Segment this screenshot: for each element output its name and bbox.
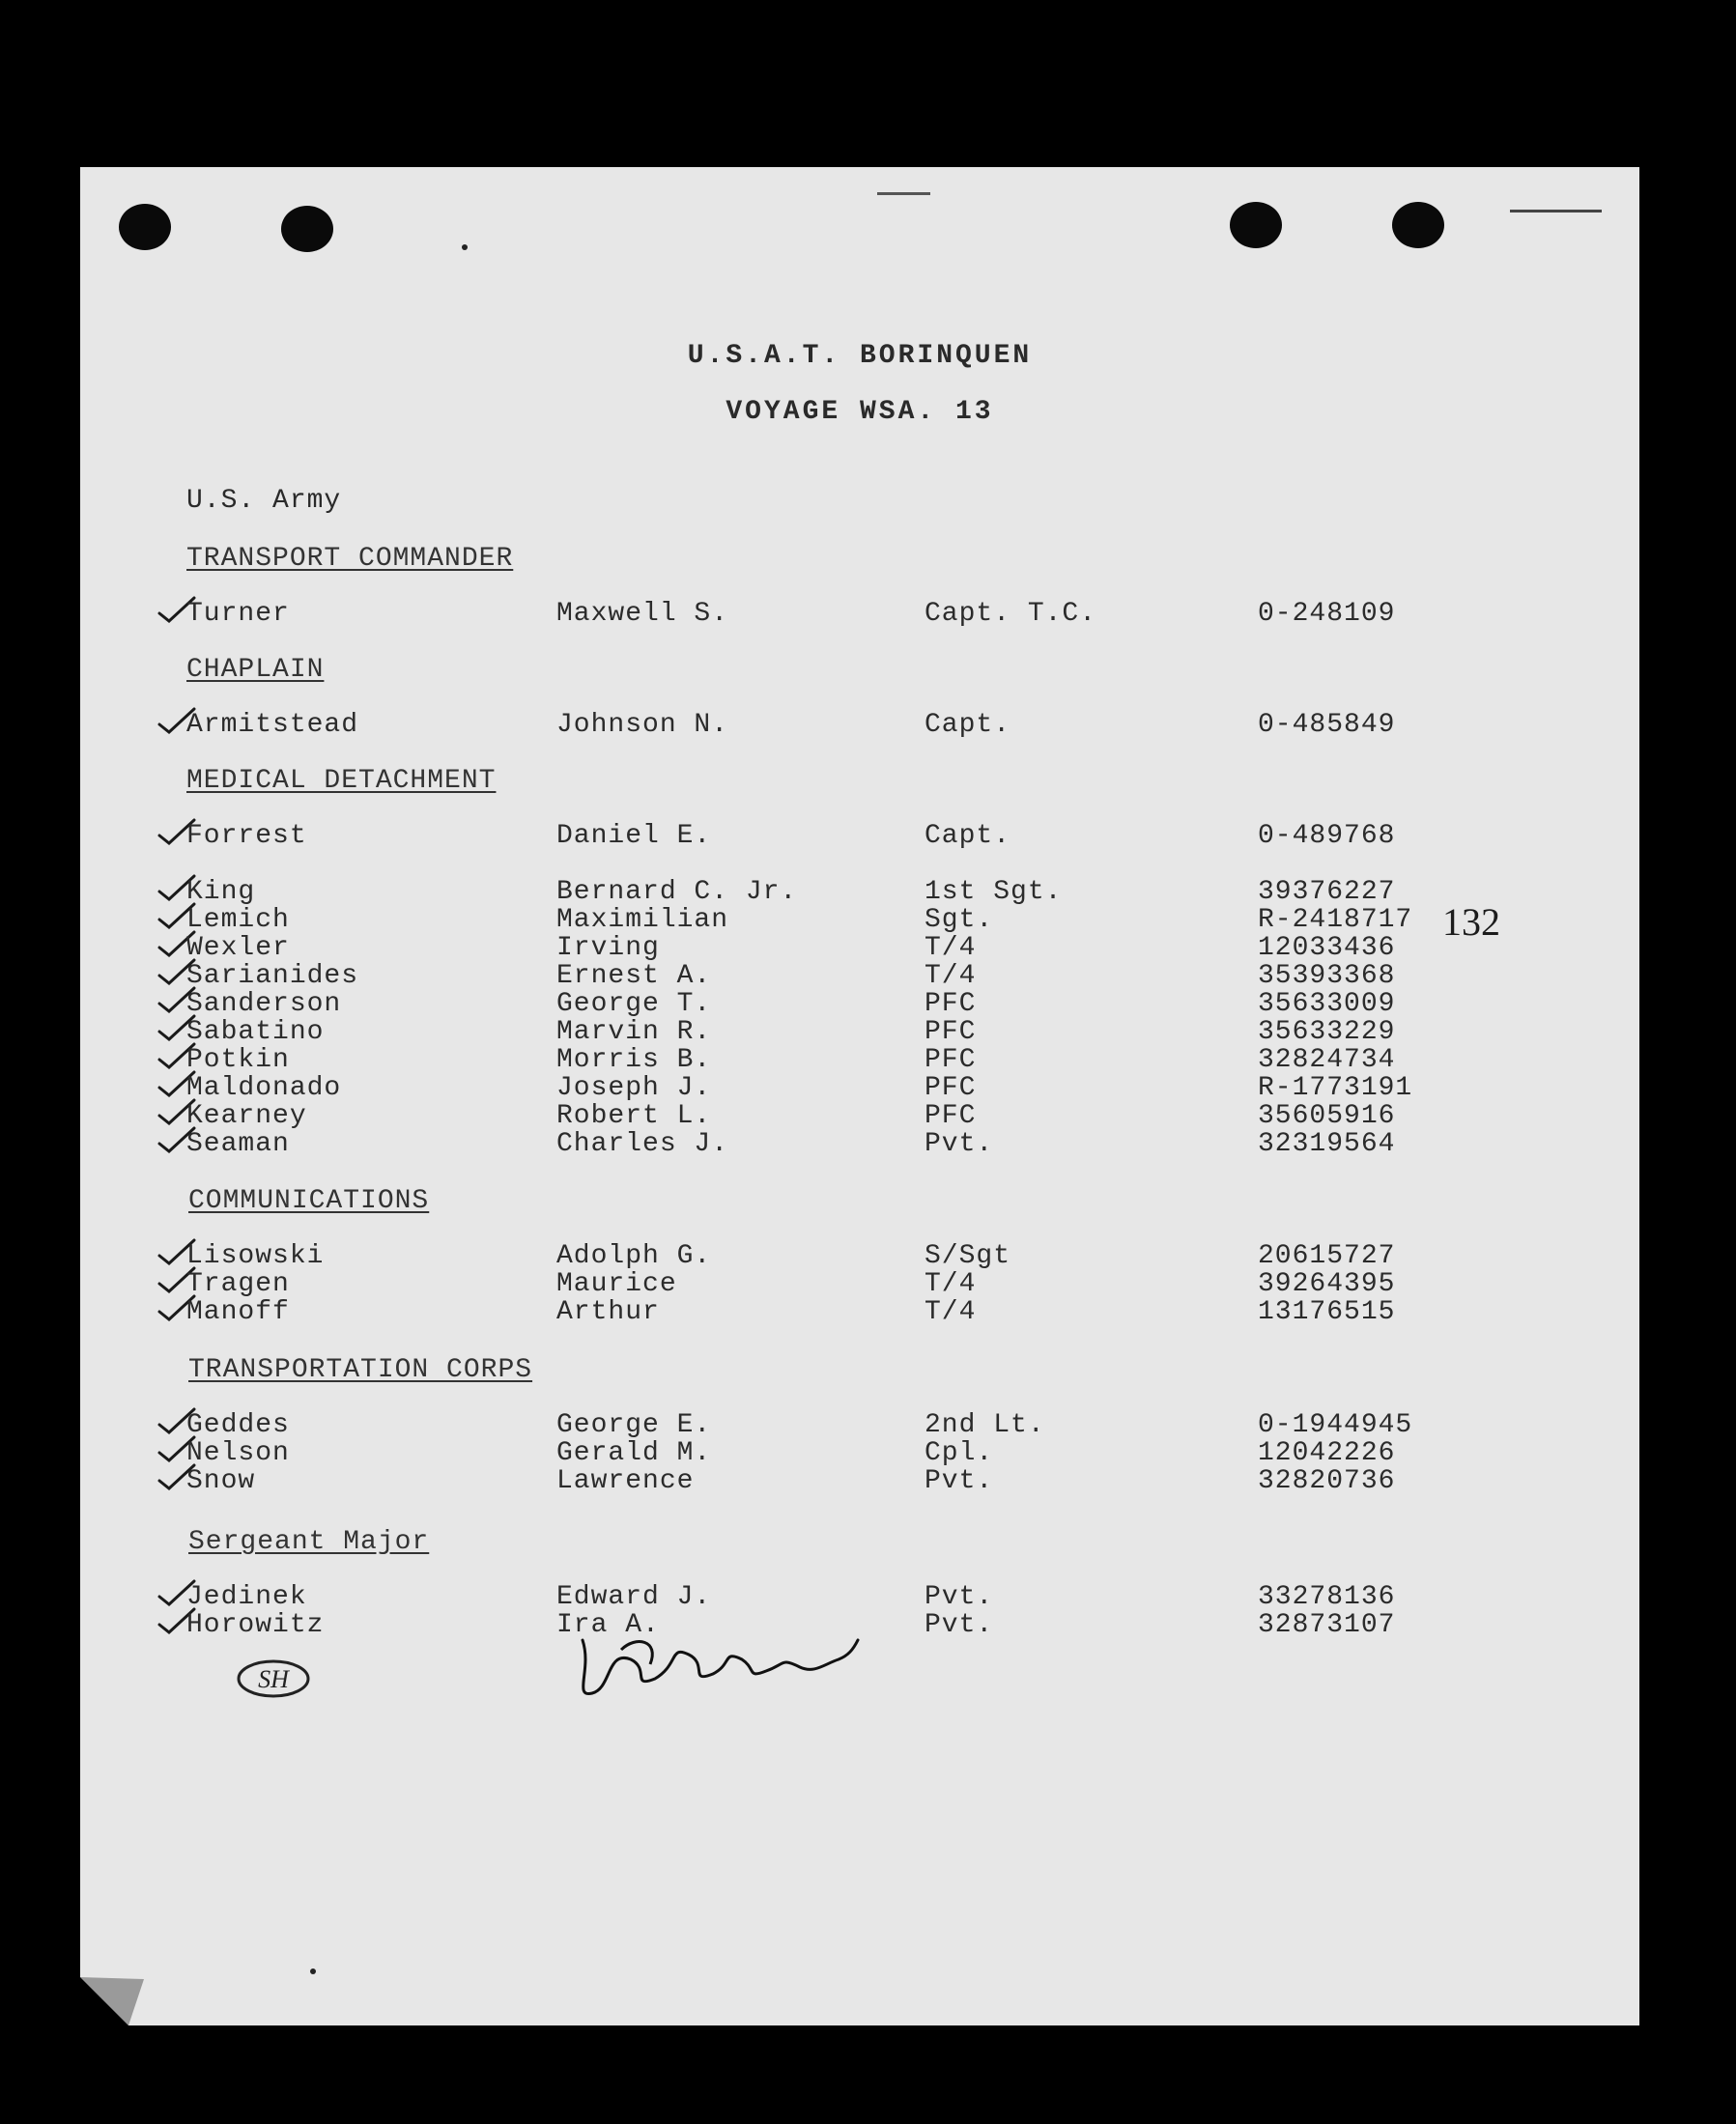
roster-row [80,1611,1639,1640]
first-name: Adolph G. [556,1241,712,1271]
initials-signature [230,1655,317,1703]
roster-row [80,1018,1639,1047]
rank: Sgt. [925,905,994,935]
punch-hole [281,206,333,252]
rank: PFC [925,1073,977,1103]
roster-row [80,1439,1639,1468]
rank: Capt. [925,710,1011,740]
roster-row [80,822,1639,851]
serial-number: 0-1944945 [1258,1410,1413,1440]
last-name: Jedinek [186,1582,307,1612]
first-name: Lawrence [556,1466,695,1496]
pencil-mark [1510,210,1602,212]
first-name: Charles J. [556,1129,729,1159]
roster-row [80,990,1639,1019]
first-name: Gerald M. [556,1438,712,1468]
serial-number: R-1773191 [1258,1073,1413,1103]
last-name: Wexler [186,933,290,963]
last-name: Lisowski [186,1241,325,1271]
serial-number: 20615727 [1258,1241,1396,1271]
serial-number: 35633229 [1258,1017,1396,1047]
rank: Capt. T.C. [925,599,1097,629]
first-name: Maximilian [556,905,729,935]
first-name: Marvin R. [556,1017,712,1047]
first-name: Irving [556,933,660,963]
rank: Capt. [925,821,1011,851]
roster-row [80,1583,1639,1612]
last-name: King [186,877,256,907]
pencil-mark [877,192,930,195]
last-name: Snow [186,1466,256,1496]
roster-row [80,1242,1639,1271]
punch-hole [1392,202,1444,248]
roster-row [80,711,1639,740]
first-name: Arthur [556,1297,660,1327]
rank: 2nd Lt. [925,1410,1045,1440]
organization-label: U.S. Army [186,486,342,516]
last-name: Sabatino [186,1017,325,1047]
roster-row [80,1102,1639,1131]
first-name: Joseph J. [556,1073,712,1103]
serial-number: 32873107 [1258,1610,1396,1640]
section-heading: MEDICAL DETACHMENT [186,766,497,796]
section-heading: TRANSPORT COMMANDER [186,544,514,574]
serial-number: 35393368 [1258,961,1396,991]
last-name: Horowitz [186,1610,325,1640]
first-name: Edward J. [556,1582,712,1612]
section-heading: COMMUNICATIONS [188,1186,430,1216]
roster-row [80,906,1639,935]
rank: Pvt. [925,1466,994,1496]
last-name: Geddes [186,1410,290,1440]
rank: PFC [925,1045,977,1075]
rank: Pvt. [925,1582,994,1612]
last-name: Sarianides [186,961,359,991]
rank: T/4 [925,961,977,991]
last-name: Sanderson [186,989,342,1019]
first-name: Ernest A. [556,961,712,991]
last-name: Nelson [186,1438,290,1468]
last-name: Seaman [186,1129,290,1159]
roster-row [80,1467,1639,1496]
serial-number: 0-485849 [1258,710,1396,740]
rank: T/4 [925,1269,977,1299]
last-name: Kearney [186,1101,307,1131]
rank: Pvt. [925,1129,994,1159]
rank: S/Sgt [925,1241,1011,1271]
last-name: Potkin [186,1045,290,1075]
last-name: Forrest [186,821,307,851]
last-name: Lemich [186,905,290,935]
rank: PFC [925,1101,977,1131]
speck-mark [462,244,468,250]
first-name: Johnson N. [556,710,729,740]
document-sheet [80,167,1639,2025]
roster-row [80,1270,1639,1299]
speck-mark [310,1968,316,1974]
serial-number: R-2418717 [1258,905,1413,935]
first-name: Morris B. [556,1045,712,1075]
serial-number: 13176515 [1258,1297,1396,1327]
serial-number: 32820736 [1258,1466,1396,1496]
first-name: Ira A. [556,1610,660,1640]
serial-number: 12033436 [1258,933,1396,963]
serial-number: 33278136 [1258,1582,1396,1612]
rank: Cpl. [925,1438,994,1468]
rank: PFC [925,989,977,1019]
serial-number: 0-489768 [1258,821,1396,851]
punch-hole [1230,202,1282,248]
last-name: Turner [186,599,290,629]
serial-number: 32319564 [1258,1129,1396,1159]
serial-number: 35633009 [1258,989,1396,1019]
svg-text:SH: SH [258,1665,289,1693]
rank: 1st Sgt. [925,877,1063,907]
serial-number: 0-248109 [1258,599,1396,629]
section-heading: Sergeant Major [188,1527,430,1557]
last-name: Maldonado [186,1073,342,1103]
serial-number: 32824734 [1258,1045,1396,1075]
roster-row [80,878,1639,907]
last-name: Armitstead [186,710,359,740]
rank: PFC [925,1017,977,1047]
roster-row [80,1298,1639,1327]
roster-row [80,600,1639,629]
serial-number: 39376227 [1258,877,1396,907]
rank: Pvt. [925,1610,994,1640]
last-name: Tragen [186,1269,290,1299]
first-name: Maxwell S. [556,599,729,629]
section-heading: CHAPLAIN [186,655,325,685]
serial-number: 35605916 [1258,1101,1396,1131]
serial-number: 12042226 [1258,1438,1396,1468]
voyage-title: VOYAGE WSA. 13 [726,397,994,427]
folded-corner [80,1977,148,2025]
section-heading: TRANSPORTATION CORPS [188,1355,533,1385]
ship-title: U.S.A.T. BORINQUEN [687,341,1033,371]
first-name: Daniel E. [556,821,712,851]
rank: T/4 [925,1297,977,1327]
punch-hole [119,204,171,250]
first-name: George T. [556,989,712,1019]
roster-row [80,1046,1639,1075]
first-name: Maurice [556,1269,677,1299]
page-number: 132 [1442,900,1500,944]
serial-number: 39264395 [1258,1269,1396,1299]
first-name: Robert L. [556,1101,712,1131]
last-name: Manoff [186,1297,290,1327]
roster-row [80,1411,1639,1440]
roster-row [80,934,1639,963]
first-name: George E. [556,1410,712,1440]
first-name: Bernard C. Jr. [556,877,798,907]
rank: T/4 [925,933,977,963]
roster-row [80,1130,1639,1159]
roster-row [80,1074,1639,1103]
roster-row [80,962,1639,991]
